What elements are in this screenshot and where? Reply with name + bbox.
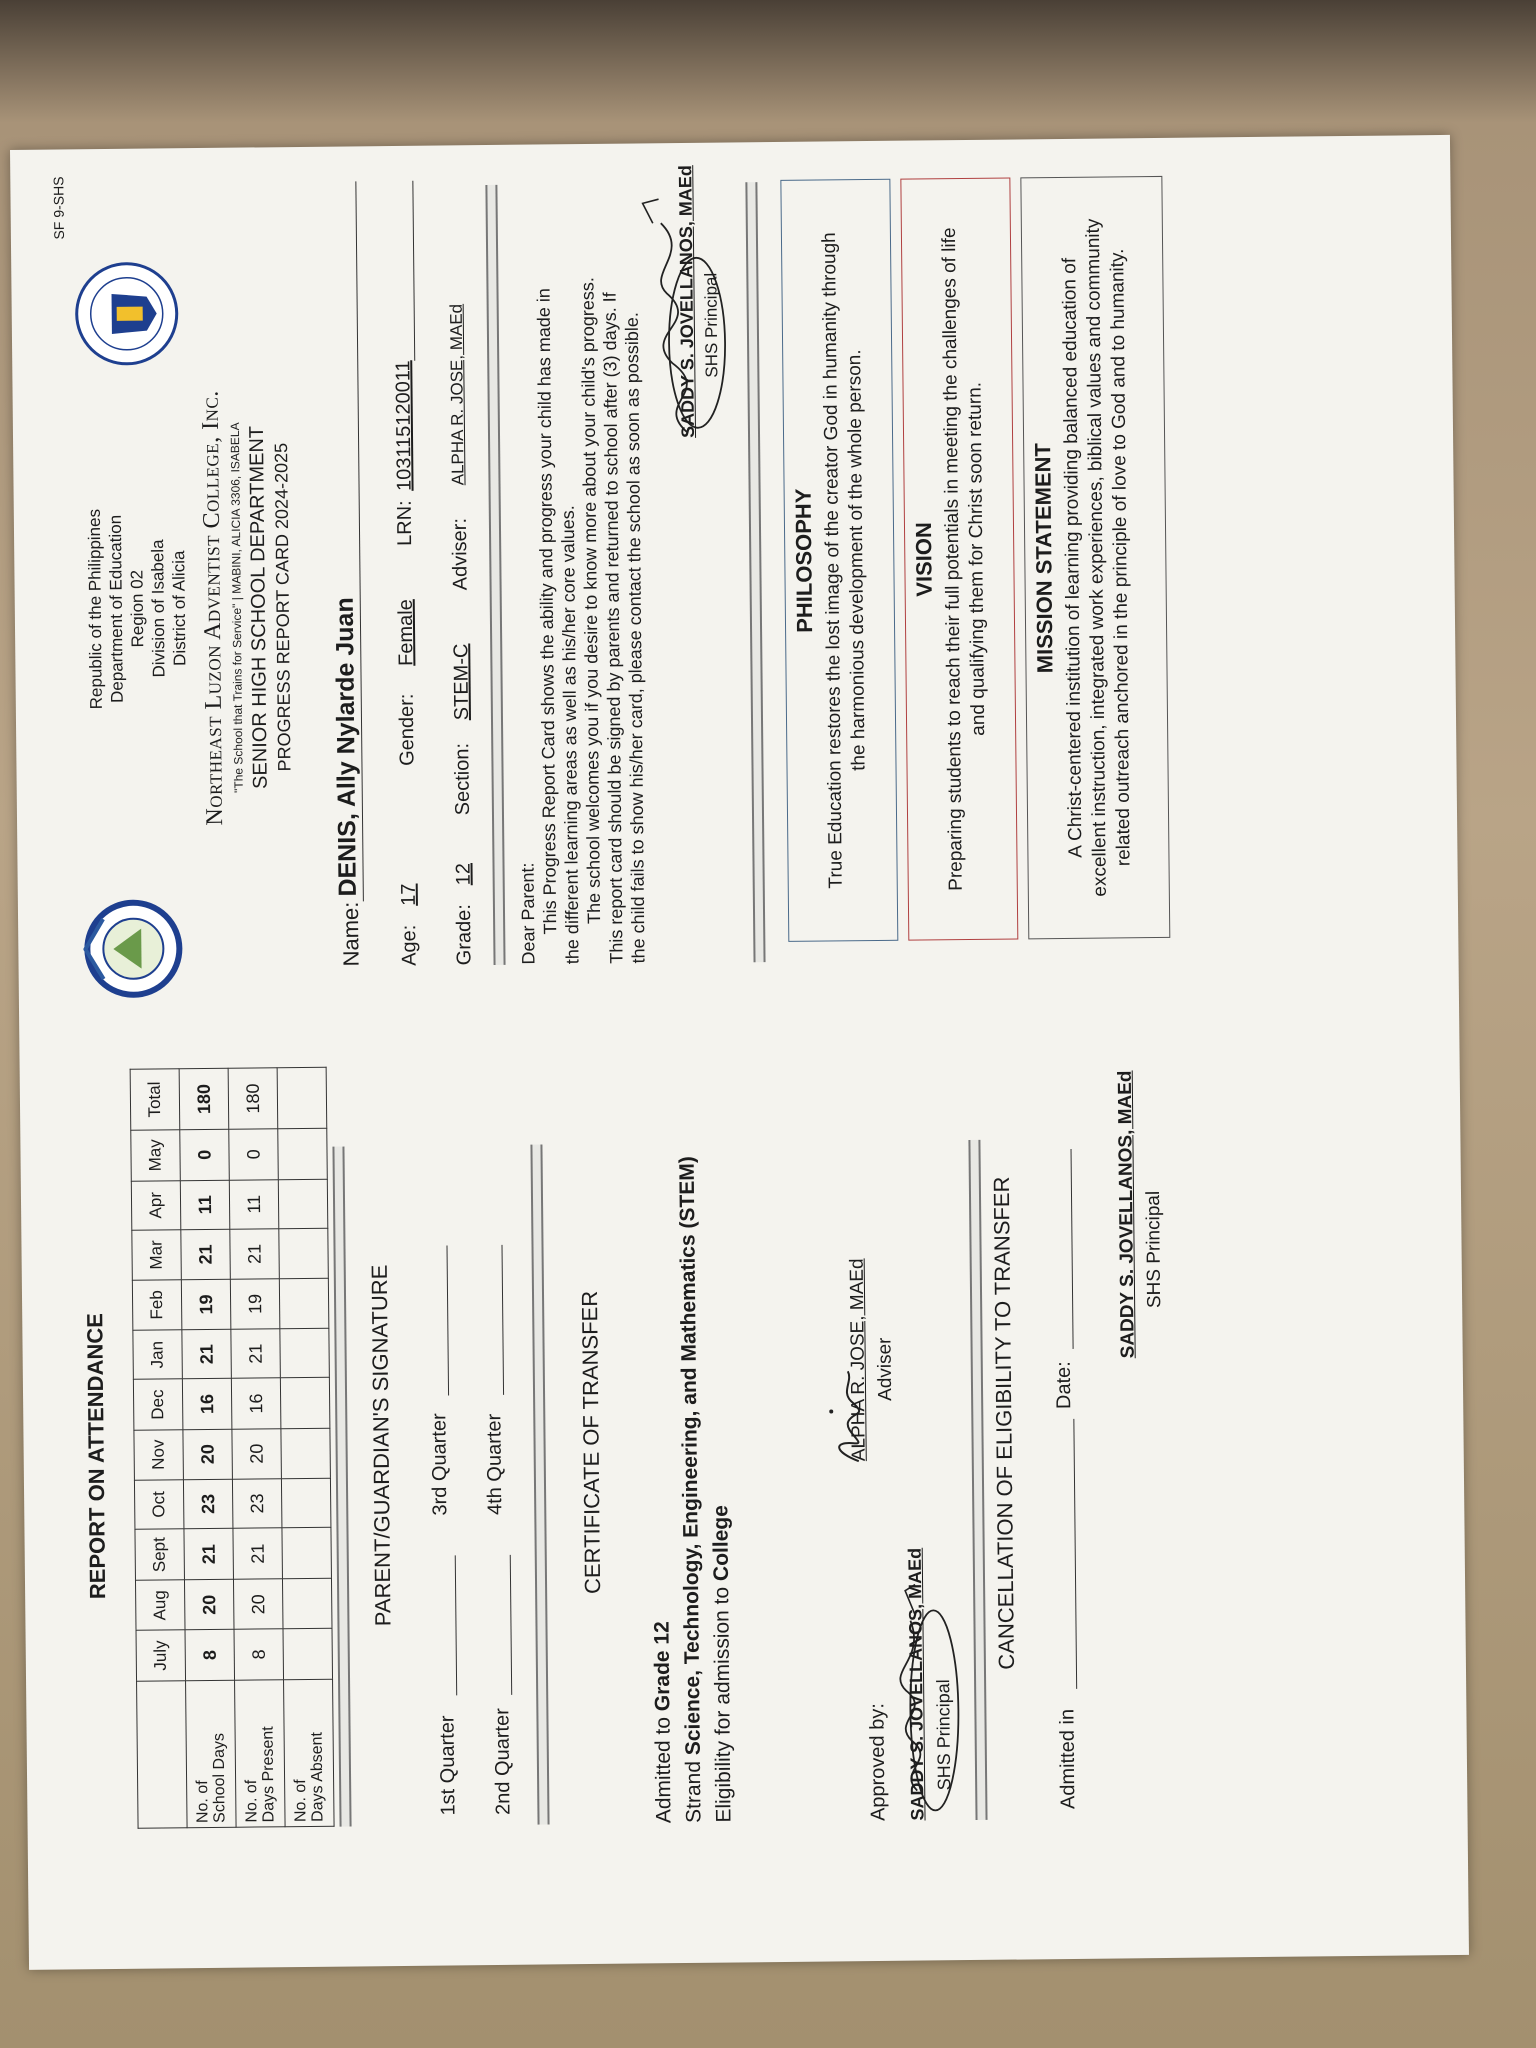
attendance-cell: 0 [180, 1129, 230, 1180]
student-age: 17 [397, 883, 420, 906]
attendance-cell [278, 1128, 328, 1179]
cancellation-principal-role: SHS Principal [1142, 1190, 1166, 1309]
mission-line: A Christ-centered institution of learning providing balanced education of [1059, 257, 1087, 858]
student-name: DENIS, Ally Nylarde Juan [330, 597, 362, 897]
age-label: Age: [398, 924, 421, 966]
attendance-cell: 11 [180, 1180, 230, 1230]
approved-by-label: Approved by: [866, 1703, 890, 1822]
attendance-cell: 23 [232, 1478, 282, 1528]
quarter-1-label: 1st Quarter [436, 1715, 460, 1816]
admitted-in-line [1073, 1419, 1077, 1689]
vision-title: VISION [910, 522, 937, 597]
quarter-4-label: 4th Quarter [483, 1413, 507, 1516]
adviser-label: Adviser: [448, 517, 472, 591]
attendance-cell: 20 [232, 1428, 282, 1479]
principal-role: SHS Principal [933, 1679, 955, 1791]
republic-line: Republic of the Philippines [84, 508, 106, 710]
attendance-cell: 8 [185, 1630, 235, 1681]
mission-line: related outreach anchored in the principle of love to God and to humanity. [1107, 248, 1135, 867]
attendance-row-school-days [179, 1068, 236, 1827]
lrn-label: LRN: [393, 500, 417, 546]
eligibility-target: College [709, 1505, 734, 1582]
vision-line: and qualifying them for Christ soon return. [964, 381, 990, 736]
strand-prefix: Strand [681, 1755, 706, 1824]
cancellation-title: CANCELLATION OF ELIGIBILITY TO TRANSFER [988, 1176, 1019, 1670]
school-tagline: "The School that Trains for Service" | MABINI, ALICIA 3306, ISABELA [227, 422, 246, 793]
certificate-title: CERTIFICATE OF TRANSFER [576, 1290, 606, 1595]
student-gender: Female [394, 599, 418, 666]
adviser-name: ALPHA R. JOSE, MAEd [846, 1258, 870, 1462]
month-header: Feb [132, 1280, 182, 1330]
attendance-cell: 21 [233, 1528, 283, 1580]
letter-p1b: the different learning areas as well as his/her core values. [557, 505, 583, 965]
vision-box [900, 178, 1018, 941]
attendance-cell [279, 1278, 329, 1328]
attendance-table [130, 1067, 335, 1829]
attendance-cell: 21 [230, 1229, 280, 1279]
eligibility-prefix: Eligibility for admission to [710, 1580, 736, 1823]
card-title: PROGRESS REPORT CARD 2024-2025 [271, 442, 295, 772]
student-grade: 12 [452, 862, 475, 886]
quarter-2-signature-line [510, 1555, 512, 1695]
month-header: Dec [133, 1379, 183, 1430]
gender-label: Gender: [395, 693, 419, 766]
strand-name: Science, Technology, Engineering, and Mathematics (STEM) [675, 1156, 705, 1756]
attendance-cell: 19 [230, 1279, 280, 1329]
section-divider [530, 1144, 549, 1824]
row-label-line: School Days [210, 1732, 229, 1823]
month-header: Oct [134, 1480, 184, 1530]
admitted-prefix: Admitted to [651, 1711, 676, 1824]
guardian-signature-title: PARENT/GUARDIAN'S SIGNATURE [366, 1264, 396, 1627]
quarter-3-signature-line [446, 1245, 449, 1395]
deped-line: Department of Education [105, 514, 127, 704]
mission-title: MISSION STATEMENT [1030, 442, 1058, 674]
student-adviser: ALPHA R. JOSE, MAEd [446, 303, 468, 486]
philosophy-line: the harmonious development of the whole person. [844, 349, 870, 771]
row-label-line: Days Absent [308, 1731, 327, 1822]
eligibility-line [709, 1505, 736, 1823]
month-header: Mar [132, 1230, 182, 1280]
month-header: May [131, 1130, 181, 1181]
attendance-cell: 16 [231, 1378, 281, 1429]
letter-salutation: Dear Parent: [517, 862, 539, 965]
month-header: Sept [135, 1529, 185, 1581]
attendance-cell [279, 1228, 329, 1278]
row-label [284, 1679, 335, 1827]
gov-header [80, 148, 195, 1069]
letter-p3b: the child fails to show his/her card, please contact the school as soon as possible. [621, 312, 649, 964]
month-header: Total [130, 1069, 180, 1130]
section-label: Section: [451, 742, 474, 816]
mission-line: excellent instruction, integrated work experiences, biblical values and community [1082, 218, 1111, 897]
section-divider [485, 185, 505, 965]
district-line: District of Alicia [169, 550, 190, 666]
report-card-sheet [10, 135, 1469, 1970]
attendance-cell: 21 [184, 1528, 234, 1580]
quarter-1-signature-line [455, 1555, 457, 1695]
admitted-grade: Grade 12 [650, 1621, 675, 1712]
row-label-line: No. of [194, 1780, 212, 1824]
attendance-cell: 0 [229, 1129, 279, 1180]
section-divider [968, 1140, 987, 1820]
attendance-cell: 21 [231, 1329, 281, 1379]
attendance-cell [282, 1578, 332, 1629]
row-label [186, 1680, 237, 1828]
attendance-row-days-absent [277, 1067, 334, 1826]
cancellation-principal-name: SADDY S. JOVELLANOS, MAEd [1114, 1070, 1139, 1359]
report-card-content [10, 135, 1469, 1970]
student-section: STEM-C [450, 643, 473, 721]
attendance-cell: 20 [184, 1580, 234, 1631]
letter-principal-role: SHS Principal [701, 272, 722, 378]
row-label [235, 1679, 286, 1827]
division-line: Division of Isabela [148, 539, 169, 678]
attendance-header-row [130, 1069, 187, 1828]
principal-name: SADDY S. JOVELLANOS, MAEd [904, 1547, 928, 1821]
quarter-2-label: 2nd Quarter [491, 1708, 515, 1816]
philosophy-line: True Education restores the lost image of the creator God in humanity through [818, 232, 847, 889]
section-divider [745, 182, 765, 962]
admitted-in-label: Admitted in [1056, 1708, 1080, 1810]
school-name: Northeast Luzon Adventist College, Inc. [197, 390, 229, 826]
letter-p3a: This report card should be signed by parents and returned to school after (3) days. If [599, 292, 627, 964]
month-header: July [136, 1630, 186, 1681]
admitted-line [650, 1621, 676, 1823]
row-label-line: Days Present [259, 1726, 278, 1823]
section-divider [332, 1147, 351, 1827]
row-label-line: No. of [292, 1779, 310, 1823]
mission-box [1020, 176, 1170, 939]
lrn-line [412, 181, 415, 361]
deped-seal-text [20, 1069, 21, 1070]
philosophy-box [780, 179, 898, 942]
date-label: Date: [1052, 1361, 1076, 1410]
mission-text [1053, 177, 1145, 938]
attendance-title: REPORT ON ATTENDANCE [82, 1313, 111, 1600]
month-header: Apr [131, 1180, 181, 1230]
adviser-role: Adviser [874, 1337, 897, 1402]
date-line [1071, 1149, 1074, 1349]
strand-line [676, 1156, 707, 1823]
letter-principal-name: SADDY S. JOVELLANOS, MAEd [675, 165, 699, 439]
attendance-row-days-present [228, 1068, 285, 1827]
vision-line: Preparing students to reach their full potentials in meeting the challenges of life [938, 227, 967, 891]
name-label: Name: [337, 901, 364, 967]
philosophy-title: PHILOSOPHY [790, 488, 818, 633]
month-header: Jan [133, 1330, 183, 1380]
attendance-cell [281, 1428, 331, 1479]
department-title: SENIOR HIGH SCHOOL DEPARTMENT [245, 425, 272, 790]
attendance-cell: 21 [182, 1329, 232, 1379]
attendance-cell: 180 [179, 1068, 229, 1129]
right-panel [10, 135, 1460, 1070]
row-label-line: No. of [243, 1779, 261, 1823]
region-line: Region 02 [127, 569, 148, 648]
form-code: SF 9-SHS [50, 176, 67, 240]
attendance-cell: 8 [234, 1629, 284, 1680]
letter-p1a: This Progress Report Card shows the ability and progress your child has made in [533, 288, 561, 935]
left-panel [20, 1055, 1469, 1970]
attendance-cell: 11 [229, 1179, 279, 1229]
attendance-cell [280, 1328, 330, 1378]
attendance-cell [282, 1527, 332, 1579]
attendance-cell [280, 1378, 330, 1429]
quarter-4-signature-line [501, 1245, 504, 1395]
philosophy-text [813, 180, 881, 941]
month-header: Nov [134, 1429, 184, 1480]
attendance-cell: 21 [181, 1229, 231, 1279]
attendance-cell [278, 1179, 328, 1229]
attendance-cell: 23 [183, 1479, 233, 1529]
attendance-cell: 180 [228, 1068, 278, 1129]
attendance-cell: 19 [181, 1279, 231, 1329]
attendance-cell [283, 1629, 333, 1680]
attendance-cell: 20 [233, 1579, 283, 1630]
letter-p2: The school welcomes you if you desire to know more about your child's progress. [577, 277, 605, 925]
vision-text [933, 179, 1001, 940]
attendance-cell [277, 1067, 327, 1128]
month-header: Aug [135, 1580, 185, 1631]
attendance-cell: 20 [183, 1429, 233, 1480]
attendance-cell: 16 [182, 1379, 232, 1430]
attendance-cell [281, 1478, 331, 1528]
attendance-corner-cell [137, 1680, 188, 1828]
grade-label: Grade: [452, 904, 476, 966]
quarter-3-label: 3rd Quarter [428, 1413, 452, 1516]
student-lrn: 103115120011 [392, 360, 416, 492]
